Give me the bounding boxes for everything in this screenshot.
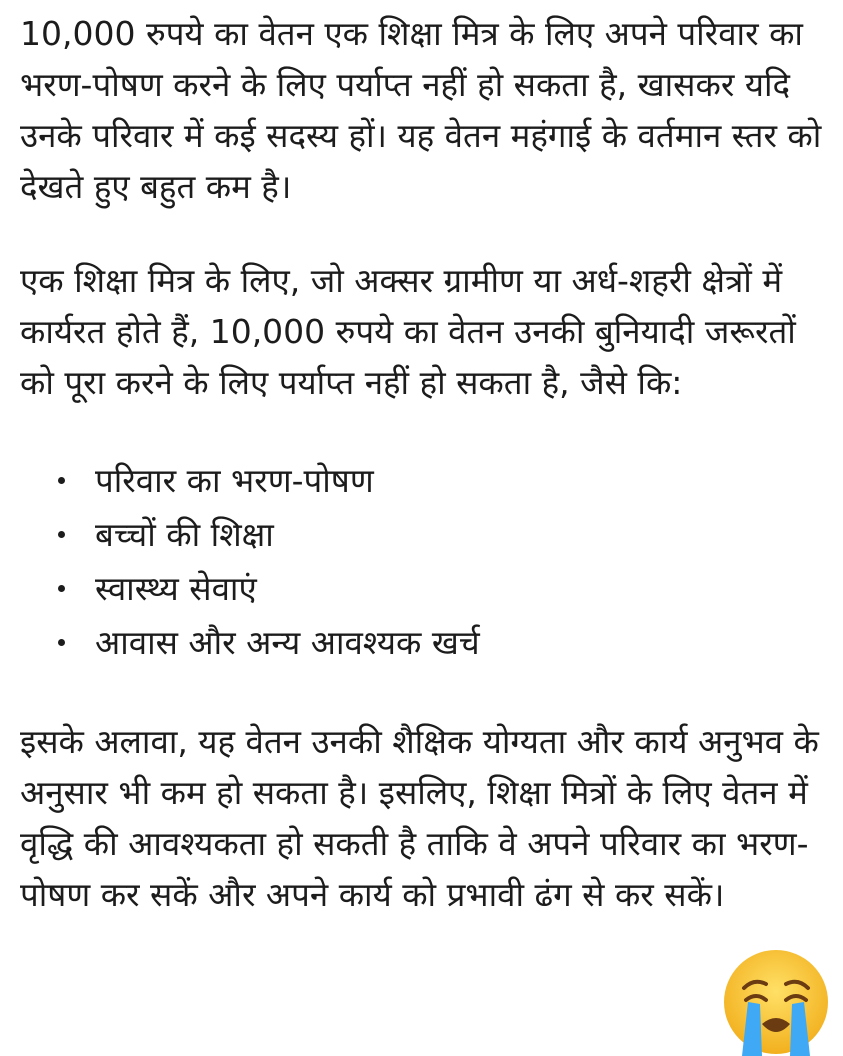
list-item-text: परिवार का भरण-पोषण bbox=[95, 461, 374, 500]
paragraph-conclusion: इसके अलावा, यह वेतन उनकी शैक्षिक योग्यता और कार्य अनुभव के अनुसार भी कम हो सकता है। इसलिए, शिक्षा मित्रों के लिए वेतन में वृद्धि की आवश्यकता हो सकती है ताकि वे अपने परिवार का भरण-पोषण कर सकें और अपने कार्य को प्रभावी ढंग से कर सकें। bbox=[20, 722, 819, 914]
bullet-dot bbox=[58, 585, 65, 592]
bullet-dot bbox=[58, 531, 65, 538]
face-shape bbox=[724, 950, 828, 1054]
needs-list bbox=[20, 454, 835, 670]
list-item-text: स्वास्थ्य सेवाएं bbox=[95, 569, 257, 608]
list-item bbox=[20, 616, 835, 670]
list-item bbox=[20, 454, 835, 508]
bullet-dot bbox=[58, 477, 65, 484]
list-item bbox=[20, 508, 835, 562]
loudly-crying-face-icon bbox=[722, 948, 830, 1056]
list-item-text: बच्चों की शिक्षा bbox=[95, 515, 274, 554]
list-item bbox=[20, 562, 835, 616]
message-body bbox=[20, 8, 835, 920]
list-item-text: आवास और अन्य आवश्यक खर्च bbox=[95, 623, 480, 662]
bullet-dot bbox=[58, 639, 65, 646]
paragraph-salary-insufficient: 10,000 रुपये का वेतन एक शिक्षा मित्र के लिए अपने परिवार का भरण-पोषण करने के लिए पर्याप्त नहीं हो सकता है, खासकर यदि उनके परिवार में कई सदस्य हों। यह वेतन महंगाई के वर्तमान स्तर को देखते हुए बहुत कम है। bbox=[20, 14, 822, 206]
paragraph-basic-needs: एक शिक्षा मित्र के लिए, जो अक्सर ग्रामीण या अर्ध-शहरी क्षेत्रों में कार्यरत होते हैं, 10,000 रुपये का वेतन उनकी बुनियादी जरूरतों को पूरा करने के लिए पर्याप्त नहीं हो सकता है, जैसे कि: bbox=[20, 261, 796, 402]
